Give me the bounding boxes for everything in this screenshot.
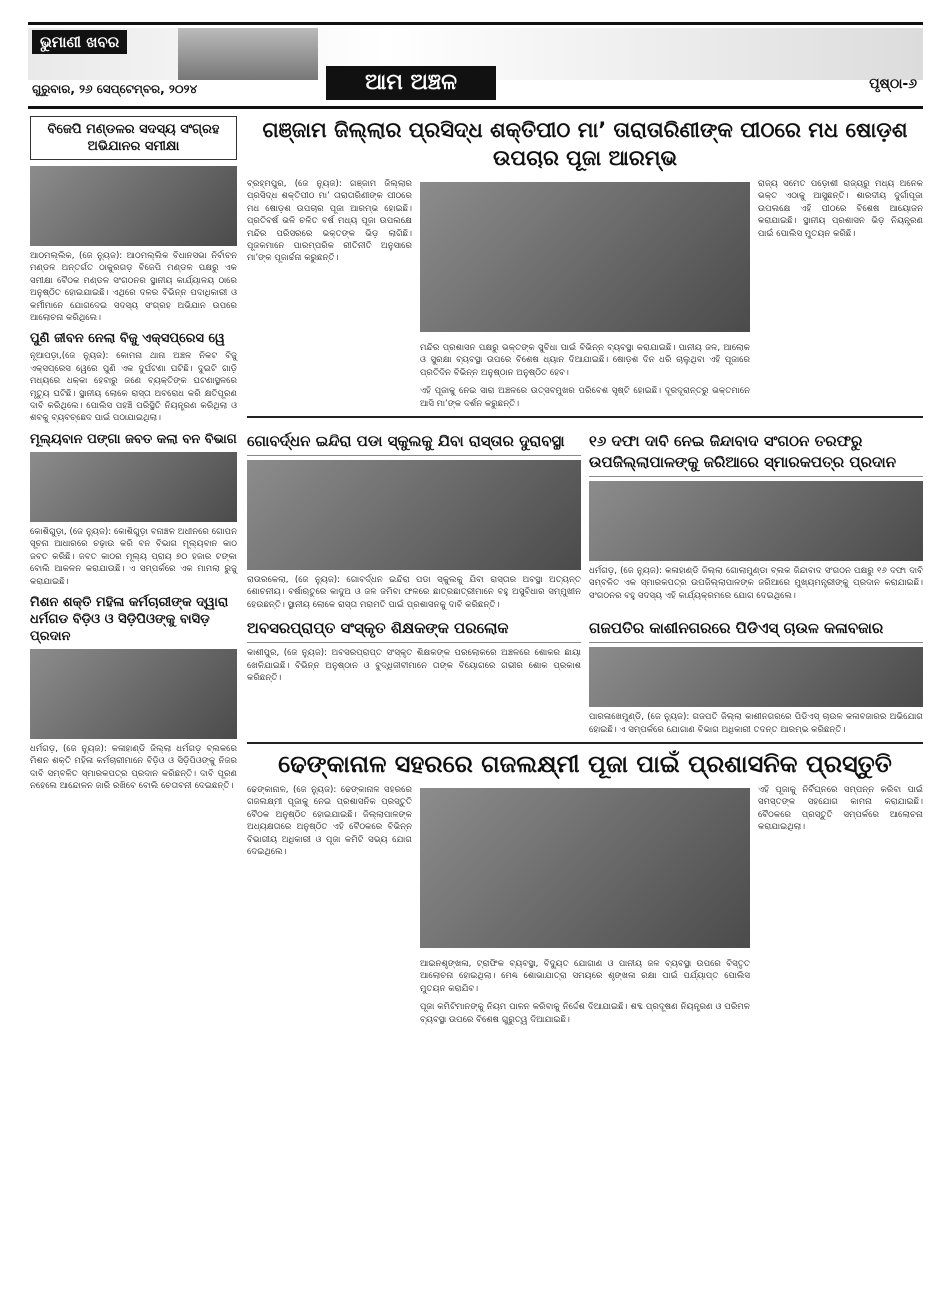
middle-row <box>247 424 923 611</box>
article-body: କୋଶିଗୁଡ଼ା, (ଜେ ନ୍ୟୁଜ): କୋଶିଗୁଡ଼ା ବନାଞ୍ଚଳ ଅଧୀନରେ ଗୋପନ ସୂଚନା ଆଧାରରେ ଚଢ଼ାଉ କରି ବନ ବିଭାଗ ମୂଲ୍ୟବାନ କାଠ ଜବତ କରିଛି। ଜବତ କାଠର ମୂଲ୍ୟ ପ୍ରାୟ ୭୦ ହଜାର ଟଙ୍କା ବୋଲି ଆକଳନ କରାଯାଉଛି। ଏ ସମ୍ପର୍କରେ ଏକ ମାମଲା ରୁଜୁ କରାଯାଇଛି। <box>30 526 237 587</box>
article-headline: ଢେଙ୍କାନାଳ ସହରରେ ଗଜଲକ୍ଷ୍ମୀ ପୂଜା ପାଇଁ ପ୍ରଶାସନିକ ପ୍ରସ୍ତୁତି <box>278 750 892 779</box>
header-rule <box>28 106 923 109</box>
article-body: ଏହି ପୂଜାକୁ ନିର୍ବିଘ୍ନରେ ସମ୍ପନ୍ନ କରିବା ପାଇଁ ସମସ୍ତଙ୍କ ସହଯୋଗ କାମନା କରାଯାଇଛି। ବୈଠକରେ ପ୍ରସ୍ତୁତି ସମ୍ପର୍କରେ ଆଲୋଚନା କରାଯାଇଥିଲା। <box>758 785 923 833</box>
masthead <box>28 22 923 104</box>
article-photo <box>420 182 750 332</box>
lead-photo-block <box>420 178 750 410</box>
masthead-photo <box>178 28 318 80</box>
left-column <box>30 116 237 1306</box>
article-body: ମନ୍ଦିର ପ୍ରଶାସନ ପକ୍ଷରୁ ଭକ୍ତଙ୍କ ସୁବିଧା ପାଇଁ ବିଭିନ୍ନ ବ୍ୟବସ୍ଥା କରାଯାଇଛି। ପାନୀୟ ଜଳ, ଆଲୋକ ଓ ସୁରକ୍ଷା ବ୍ୟବସ୍ଥା ଉପରେ ବିଶେଷ ଧ୍ୟାନ ଦିଆଯାଇଛି। ଷୋଡ଼ଶ ଦିନ ଧରି ଚାଲୁଥିବା ଏହି ପୂଜାରେ ପ୍ରତିଦିନ ବିଭିନ୍ନ ଅନୁଷ୍ଠାନ ଅନୁଷ୍ଠିତ ହେବ। <box>420 343 750 378</box>
article-headline: ଗୋବର୍ଦ୍ଧନ ଇନ୍ଦିରା ପଡା ସ୍କୁଲକୁ ଯିବା ରାସ୍ତାର ଦୁରାବସ୍ଥା <box>247 428 581 456</box>
lower-row <box>247 611 923 736</box>
article-obituary <box>247 611 581 736</box>
article-body: ବ୍ରହ୍ମପୁର, (ଜେ ନ୍ୟୁଜ): ଗଞ୍ଜାମ ଜିଲ୍ଲାର ପ୍ରସିଦ୍ଧ ଶକ୍ତିପୀଠ ମା’ ତାରାତାରିଣୀଙ୍କ ପୀଠରେ ମଧ ଷୋଡ଼ଶ ଉପଚାର ପୂଜା ଆରମ୍ଭ ହୋଇଛି। ପ୍ରତିବର୍ଷ ଭଳି ଚଳିତ ବର୍ଷ ମଧ୍ୟ ପୂଜା ଉପଲକ୍ଷେ ମନ୍ଦିର ପରିସରରେ ଭକ୍ତଙ୍କ ଭିଡ଼ ଲାଗିଛି। ପୂଜକମାନେ ପାରମ୍ପରିକ ରୀତିନୀତି ଅନୁସାରେ ମା’ଙ୍କ ପୂଜାର୍ଚ୍ଚନା କରୁଛନ୍ତି। <box>247 179 412 264</box>
article-body: ଧର୍ମଗଡ଼, (ଜେ ନ୍ୟୁଜ): କଳାହାଣ୍ଡି ଜିଲ୍ଲା ଗୋଲାମୁଣ୍ଡା ବ୍ଲକ ଜିନ୍ଦାବାଦ ସଂଗଠନ ପକ୍ଷରୁ ୧୬ ଦଫା ଦାବି ସମ୍ବଳିତ ଏକ ସ୍ମାରକପତ୍ର ଉପଜିଲ୍ଲାପାଳଙ୍କ ଜରିଆରେ ମୁଖ୍ୟମନ୍ତ୍ରୀଙ୍କୁ ପ୍ରଦାନ କରାଯାଇଛି। ସଂଗଠନର ବହୁ ସଦସ୍ୟ ଏହି କାର୍ଯ୍ୟକ୍ରମରେ ଯୋଗ ଦେଇଥିଲେ। <box>589 566 923 601</box>
lead-article <box>247 178 923 410</box>
article-dhenkanal <box>247 784 923 1026</box>
lead-headline: ଗଞ୍ଜାମ ଜିଲ୍ଲାର ପ୍ରସିଦ୍ଧ ଶକ୍ତିପୀଠ ମା’ ତାରାତାରିଣୀଙ୍କ ପୀଠରେ ମଧ ଷୋଡ଼ଶ ଉପଚାର ପୂଜା ଆରମ୍ଭ <box>262 118 908 170</box>
article-headline: ବିଜେପି ମଣ୍ଡଳର ସଦସ୍ୟ ସଂଗ୍ରହ ଅଭିଯାନର ସମୀକ୍ଷା <box>47 122 220 154</box>
article-headline: ଅବସରପ୍ରାପ୍ତ ସଂସ୍କୃତ ଶିକ୍ଷକଙ୍କ ପରଲୋକ <box>247 615 581 643</box>
main-area <box>247 116 923 1306</box>
article-body: ଆଠମଲ୍ଲିକ, (ଜେ ନ୍ୟୁଜ): ଆଠମଲ୍ଲିକ ବିଧାନସଭା ନିର୍ବାଚନ ମଣ୍ଡଳ ଅନ୍ତର୍ଗତ ଠାକୁରଗଡ଼ ବିଜେପି ମଣ୍ଡଳ ପକ୍ଷରୁ ଏକ ସମୀକ୍ଷା ବୈଠକ ମଣ୍ଡଳ ସଂଗଠନର ସ୍ଥାନୀୟ କାର୍ଯ୍ୟାଳୟ ଠାରେ ଅନୁଷ୍ଠିତ ହୋଇଯାଇଛି। ଏଥିରେ ଦଳର ବିଭିନ୍ନ ପଦାଧିକାରୀ ଓ କର୍ମୀମାନେ ଯୋଗଦେଇ ସଦସ୍ୟ ସଂଗ୍ରହ ଅଭିଯାନ ଉପରେ ଆଲୋଚନା କରିଥିଲେ। <box>30 251 237 324</box>
article-body: ଏହି ପୂଜାକୁ ନେଇ ସାରା ଅଞ୍ଚଳରେ ଉତ୍ସବମୁଖର ପରିବେଶ ସୃଷ୍ଟି ହୋଇଛି। ଦୂରଦୂରାନ୍ତରୁ ଭକ୍ତମାନେ ଆସି ମା’ଙ୍କ ଦର୍ଶନ କରୁଛନ୍ତି। <box>420 386 750 409</box>
article-headline: ୧୬ ଦଫା ଦାବି ନେଇ ଜିନ୍ଦାବାଦ ସଂଗଠନ ତରଫରୁ ଉପଜିଲ୍ଲାପାଳଙ୍କୁ ଜରିଆରେ ସ୍ମାରକପତ୍ର ପ୍ରଦାନ <box>589 428 923 477</box>
article-photo <box>589 647 923 707</box>
article-body: ପାରଳାଖେମୁଣ୍ଡି, (ଜେ ନ୍ୟୁଜ): ଗଜପତି ଜିଲ୍ଲା କାଶୀନଗରରେ ପିଡିଏସ୍ ଚାଉଳ କଳାବଜାରର ଅଭିଯୋଗ ହୋଇଛି। ଏ ସମ୍ପର୍କରେ ଯୋଗାଣ ବିଭାଗ ଅଧିକାରୀ ତଦନ୍ତ ଆରମ୍ଭ କରିଛନ୍ତି। <box>589 712 923 735</box>
article-photo <box>420 788 750 948</box>
article-demand <box>589 424 923 611</box>
article-body: ପୂଜା କମିଟିମାନଙ୍କୁ ନିୟମ ପାଳନ କରିବାକୁ ନିର୍ଦ୍ଦେଶ ଦିଆଯାଇଛି। ଶବ୍ଦ ପ୍ରଦୂଷଣ ନିୟନ୍ତ୍ରଣ ଓ ପରିମଳ ବ୍ୟବସ୍ଥା ଉପରେ ବିଶେଷ ଗୁରୁତ୍ୱ ଦିଆଯାଇଛି। <box>420 1002 750 1025</box>
article-photo <box>30 649 237 739</box>
article-body: ଧର୍ମଗଡ଼, (ଜେ ନ୍ୟୁଜ): କଳାହାଣ୍ଡି ଜିଲ୍ଲା ଧର୍ମଗଡ଼ ବ୍ଲକରେ ମିଶନ ଶକ୍ତି ମହିଳା କର୍ମଚାରୀମାନେ ବିଡ଼ିଓ ଓ ସିଡ଼ିପିଓଙ୍କୁ ନିଜର ଦାବି ସମ୍ବଳିତ ସ୍ମାରକପତ୍ର ପ୍ରଦାନ କରିଛନ୍ତି। ଦାବି ପୂରଣ ନହେଲେ ଆନ୍ଦୋଳନ ଜାରି ରଖିବେ ବୋଲି ଚେତାବନୀ ଦେଇଛନ୍ତି। <box>30 743 237 792</box>
dhenkanal-photo-block <box>420 784 750 1026</box>
article-headline: ମୂଲ୍ୟବାନ ପଙ୍ଗା ଜବତ କଲା ବନ ବିଭାଗ <box>30 431 237 447</box>
issue-date: ଗୁରୁବାର, ୨୬ ସେପ୍ଟେମ୍ବର, ୨୦୨୪ <box>32 82 198 96</box>
article-body: କାଶୀପୁର, (ଜେ ନ୍ୟୁଜ): ଅବସରପ୍ରାପ୍ତ ସଂସ୍କୃତ ଶିକ୍ଷକଙ୍କ ପରଲୋକରେ ଅଞ୍ଚଳରେ ଶୋକର ଛାୟା ଖେଳିଯାଇଛି। ବିଭିନ୍ନ ଅନୁଷ୍ଠାନ ଓ ବୁଦ୍ଧିଜୀବୀମାନେ ତାଙ୍କ ବିୟୋଗରେ ଗଭୀର ଶୋକ ପ୍ରକାଶ କରିଛନ୍ତି। <box>247 648 581 684</box>
article-body: ଆଇନଶୃଙ୍ଖଳା, ଟ୍ରାଫିକ ବ୍ୟବସ୍ଥା, ବିଦ୍ୟୁତ ଯୋଗାଣ ଓ ପାନୀୟ ଜଳ ବ୍ୟବସ୍ଥା ଉପରେ ବିସ୍ତୃତ ଆଲୋଚନା ହୋଇଥିଲା। ମେଣ୍ଢ ଶୋଭାଯାତ୍ରା ସମୟରେ ଶୃଙ୍ଖଳା ରକ୍ଷା ପାଇଁ ପର୍ଯ୍ୟାପ୍ତ ପୋଲିସ ମୁତୟନ କରାଯିବ। <box>420 959 750 994</box>
article-photo <box>247 460 581 570</box>
article-body: ଢେଙ୍କାନାଳ, (ଜେ ନ୍ୟୁଜ): ଢେଙ୍କାନାଳ ସହରରେ ଗଜଲକ୍ଷ୍ମୀ ପୂଜାକୁ ନେଇ ପ୍ରଶାସନିକ ପ୍ରସ୍ତୁତି ବୈଠକ ଅନୁଷ୍ଠିତ ହୋଇଯାଇଛି। ଜିଲ୍ଲାପାଳଙ୍କ ଅଧ୍ୟକ୍ଷତାରେ ଅନୁଷ୍ଠିତ ଏହି ବୈଠକରେ ବିଭିନ୍ନ ବିଭାଗୀୟ ଅଧିକାରୀ ଓ ପୂଜା କମିଟି ସଭ୍ୟ ଯୋଗ ଦେଇଥିଲେ। <box>247 785 412 858</box>
article-photo <box>30 166 237 246</box>
brand-logo: ଭୁମାଣୀ ଖବର <box>32 30 127 54</box>
article-headline: ପୁଣି ଜୀବନ ନେଲା ବିଜୁ ଏକ୍ସପ୍ରେସ ୱେ <box>30 331 225 347</box>
article-bjp-membership <box>30 116 237 160</box>
divider <box>247 416 923 418</box>
divider <box>247 742 923 744</box>
top-rule <box>28 22 923 25</box>
article-headline: ମିଶନ ଶକ୍ତି ମହିଳା କର୍ମଚାରୀଙ୍କ ଦ୍ୱାରା ଧର୍ମଗଡ ବିଡ଼ିଓ ଓ ସିଡ଼ିପିଓଙ୍କୁ ବାସିଡ଼ ପ୍ରଦାନ <box>30 594 229 644</box>
article-pds-rice <box>589 611 923 736</box>
article-body: ରାଉରକେଲା, (ଜେ ନ୍ୟୁଜ): ଗୋବର୍ଦ୍ଧନ ଇନ୍ଦିରା ପଡା ସ୍କୁଲକୁ ଯିବା ରାସ୍ତାର ଅବସ୍ଥା ଅତ୍ୟନ୍ତ ଶୋଚନୀୟ। ବର୍ଷାଋତୁରେ କାଦୁଅ ଓ ଜଳ ଜମିବା ଫଳରେ ଛାତ୍ରଛାତ୍ରୀମାନେ ବହୁ ଅସୁବିଧାର ସମ୍ମୁଖୀନ ହେଉଛନ୍ତି। ସ୍ଥାନୀୟ ଲୋକେ ରାସ୍ତା ମରାମତି ପାଇଁ ପ୍ରଶାସନକୁ ଦାବି କରିଛନ୍ତି। <box>247 575 581 610</box>
article-road <box>247 424 581 611</box>
article-body: ନୂଆପଡ଼ା,(ଜେ ନ୍ୟୁଜ): କୋମନା ଥାନା ଅଞ୍ଚଳ ନିକଟ ବିଜୁ ଏକ୍ସପ୍ରେସ ୱେରେ ପୁଣି ଏକ ଦୁର୍ଘଟଣା ଘଟିଛି। ଦୁଇଟି ଗାଡ଼ି ମଧ୍ୟରେ ଧକ୍କା ହେବାରୁ ଜଣେ ବ୍ୟକ୍ତିଙ୍କ ଘଟଣାସ୍ଥଳରେ ମୃତ୍ୟୁ ଘଟିଛି। ସ୍ଥାନୀୟ ଲୋକେ ରାସ୍ତା ଅବରୋଧ କରି କ୍ଷତିପୂରଣ ଦାବି କରିଥିଲେ। ପୋଲିସ ପହଞ୍ଚି ପରିସ୍ଥିତି ନିୟନ୍ତ୍ରଣ କରିଥିଲା ଓ ଶବକୁ ବ୍ୟବଚ୍ଛେଦ ପାଇଁ ପଠାଯାଇଥିଲା। <box>30 351 237 424</box>
article-body: ରାଜ୍ୟ ସମେତ ପଡ଼ୋଶୀ ରାଜ୍ୟରୁ ମଧ୍ୟ ଅନେକ ଭକ୍ତ ଏଠାକୁ ଆସୁଛନ୍ତି। ଶାରଦୀୟ ଦୁର୍ଗାପୂଜା ଉପଲକ୍ଷେ ଏହି ପୀଠରେ ବିଶେଷ ଆୟୋଜନ କରାଯାଇଛି। ସ୍ଥାନୀୟ ପ୍ରଶାସନ ଭିଡ଼ ନିୟନ୍ତ୍ରଣ ପାଇଁ ପୋଲିସ ମୁତୟନ କରିଛି। <box>758 179 923 239</box>
article-photo <box>30 452 237 522</box>
section-title: ଆମ ଅଞ୍ଚଳ <box>326 66 496 100</box>
article-photo <box>589 481 923 561</box>
article-headline: ଗଜପତିର କାଶୀନଗରରେ ପିଡିଏସ୍ ଚାଉଳ କଳାବଜାର <box>589 615 923 643</box>
page-number: ପୃଷ୍ଠା-୬ <box>869 76 917 92</box>
